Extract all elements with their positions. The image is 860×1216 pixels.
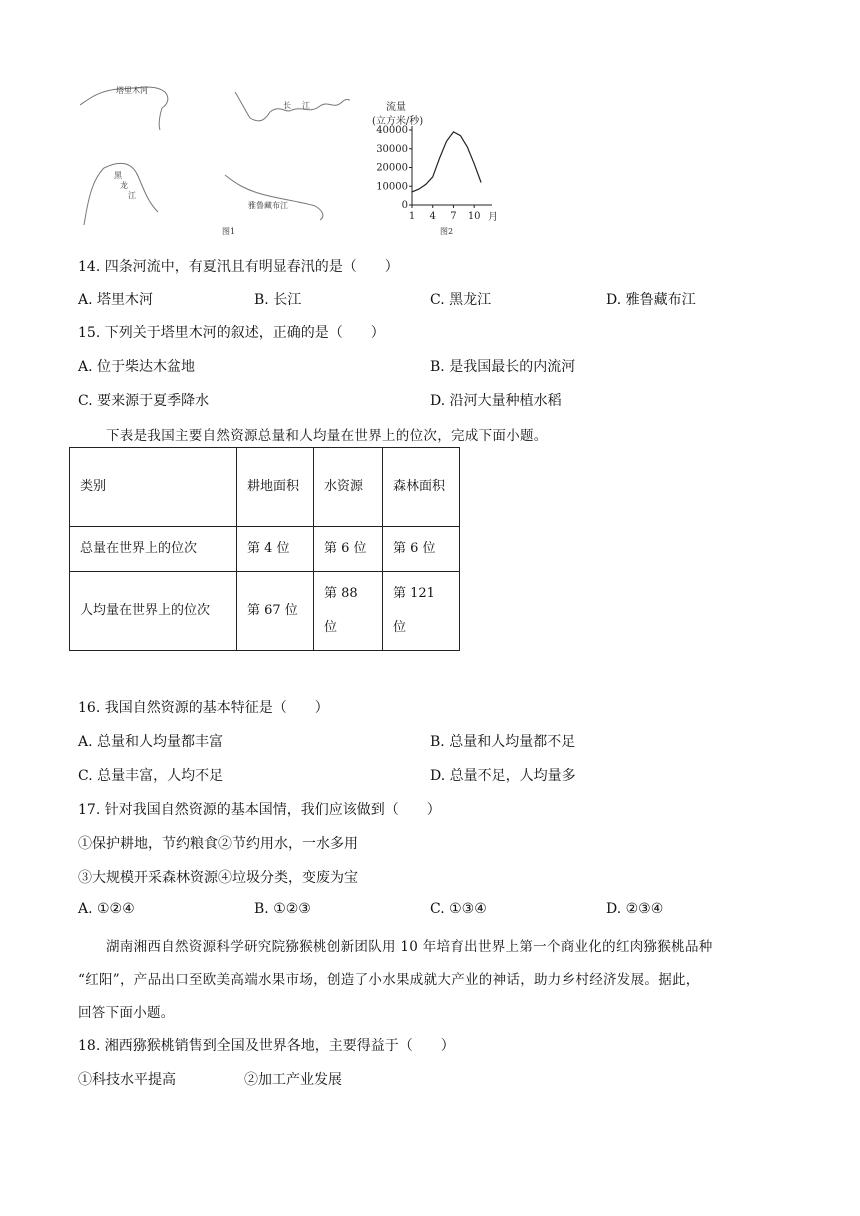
q14-option-c[interactable]: C. 黑龙江 [430, 292, 492, 308]
table-intro: 下表是我国主要自然资源总量和人均量在世界上的位次，完成下面小题。 [106, 428, 548, 444]
q16-stem: 16. 我国自然资源的基本特征是（ ） [78, 700, 329, 716]
chart-unit: (立方米/秒) [372, 116, 424, 127]
y-tick-label: 20000 [376, 162, 408, 174]
table-header-cell: 类别 [70, 448, 237, 527]
q14-stem: 14. 四条河流中，有夏汛且有明显春汛的是（ ） [78, 259, 399, 275]
y-tick-label: 0 [401, 200, 408, 211]
q16-option-b[interactable]: B. 总量和人均量都不足 [430, 734, 576, 750]
table-header-row [70, 448, 460, 527]
q15-option-b[interactable]: B. 是我国最长的内流河 [430, 359, 576, 375]
x-tick-label: 7 [450, 211, 457, 222]
chart-axes [412, 126, 492, 205]
q15-stem: 15. 下列关于塔里木河的叙述，正确的是（ ） [78, 325, 385, 341]
fig1-label: 图1 [222, 227, 236, 236]
q17-option-a[interactable]: A. ①②④ [78, 901, 135, 917]
table-cell: 人均量在世界上的位次 [70, 572, 237, 651]
q17-option-d[interactable]: D. ②③④ [606, 901, 664, 917]
q17-option-b[interactable]: B. ①②③ [254, 901, 311, 917]
yangtze-label-1: 长 [283, 101, 291, 110]
table-row [70, 572, 460, 651]
q16-option-a[interactable]: A. 总量和人均量都丰富 [78, 734, 224, 750]
q15-option-c[interactable]: C. 要来源于夏季降水 [78, 393, 210, 409]
x-tick-label: 1 [408, 211, 416, 222]
passage-line-1: 湖南湘西自然资源科学研究院猕猴桃创新团队用 10 年培育出世界上第一个商业化的红肉猕猴桃品种 [106, 939, 713, 955]
passage-line-3: 回答下面小题。 [78, 1005, 175, 1021]
heilong-label-2: 龙 [120, 181, 128, 190]
q17-statement-line-1: ①保护耕地，节约粮食②节约用水，一水多用 [78, 836, 358, 852]
table-cell: 第 67 位 [237, 572, 314, 651]
chart-ticks [376, 125, 480, 222]
x-tick-label: 4 [429, 211, 436, 222]
q14-option-d[interactable]: D. 雅鲁藏布江 [606, 292, 696, 308]
q15-option-a[interactable]: A. 位于柴达木盆地 [78, 359, 196, 375]
table-header-cell: 森林面积 [383, 448, 460, 527]
table-cell: 第 4 位 [237, 527, 314, 572]
heilong-label-3: 江 [128, 191, 136, 200]
q17-statement-line-2: ③大规模开采森林资源④垃圾分类，变废为宝 [78, 870, 358, 886]
yarlung-river-line [225, 175, 323, 220]
x-unit: 月 [488, 212, 498, 223]
y-tick-label: 40000 [376, 125, 408, 136]
y-tick-label: 10000 [376, 181, 408, 193]
q18-statement-2: ②加工产业发展 [244, 1072, 342, 1088]
table-row [70, 527, 460, 572]
q14-option-b[interactable]: B. 长江 [254, 292, 302, 308]
chart-title: 流量 [386, 102, 406, 113]
river-figure [70, 80, 500, 245]
table-header-cell: 水资源 [314, 448, 383, 527]
x-tick-label: 10 [467, 211, 481, 222]
table-header-cell: 耕地面积 [237, 448, 314, 527]
y-tick-label: 30000 [376, 143, 408, 155]
passage-line-2: “红阳”，产品出口至欧美高端水果市场，创造了小水果成就大产业的神话，助力乡村经济发展。据此， [78, 972, 700, 988]
yangtze-river-line [235, 92, 350, 121]
table-cell: 第 88 位 [314, 572, 383, 651]
fig2-label: 图2 [440, 227, 454, 236]
q15-option-d[interactable]: D. 沿河大量种植水稻 [430, 393, 562, 409]
q17-stem: 17. 针对我国自然资源的基本国情，我们应该做到（ ） [78, 802, 441, 818]
q16-option-c[interactable]: C. 总量丰富，人均不足 [78, 768, 224, 784]
table-cell: 总量在世界上的位次 [70, 527, 237, 572]
table-cell: 第 6 位 [314, 527, 383, 572]
q18-stem: 18. 湘西猕猴桃销售到全国及世界各地，主要得益于（ ） [78, 1038, 455, 1054]
table-cell: 第 6 位 [383, 527, 460, 572]
q14-option-a[interactable]: A. 塔里木河 [78, 292, 154, 308]
flow-series-line [412, 132, 481, 192]
tarim-label: 塔里木河 [116, 86, 148, 95]
q17-option-c[interactable]: C. ①③④ [430, 901, 487, 917]
heilong-label-1: 黑 [114, 171, 122, 180]
yarlung-label: 雅鲁藏布江 [248, 201, 288, 210]
yangtze-label-2: 江 [302, 101, 310, 110]
table-cell: 第 121 位 [383, 572, 460, 651]
q16-option-d[interactable]: D. 总量不足，人均量多 [430, 768, 576, 784]
flow-chart [370, 80, 500, 245]
resource-table [69, 447, 460, 651]
q18-statement-1: ①科技水平提高 [78, 1072, 176, 1088]
